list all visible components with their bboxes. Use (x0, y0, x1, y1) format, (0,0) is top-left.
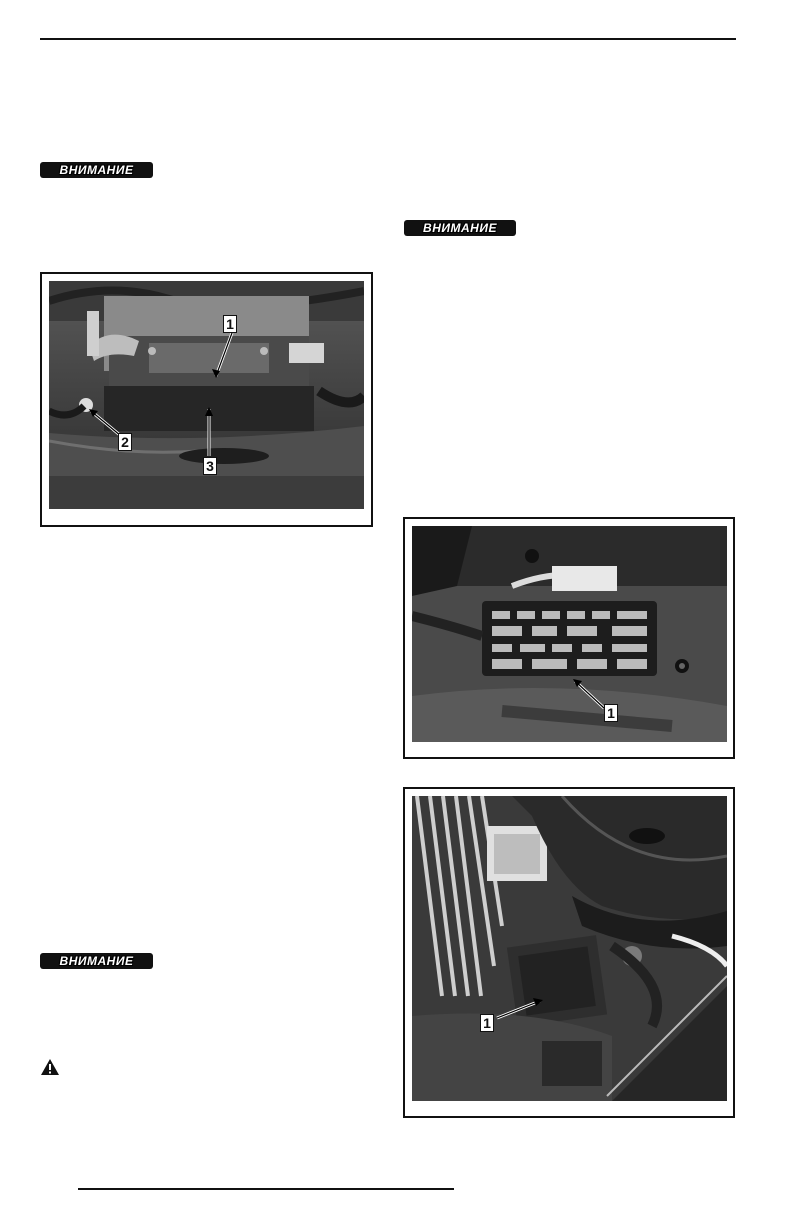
callout-battery-1: 1 (223, 315, 237, 333)
footer-rule (78, 1188, 454, 1190)
warning-badge-2 (404, 220, 516, 236)
fuse-box-leader-line (412, 526, 727, 742)
callout-fuse-box-1: 1 (604, 704, 618, 722)
callout-battery-3: 3 (203, 457, 217, 475)
callout-battery-2: 2 (118, 433, 132, 451)
warning-badge-3 (40, 953, 153, 969)
warning-badge-1 (40, 162, 153, 178)
warning-badge-label: ВНИМАНИЕ (59, 163, 134, 177)
header-rule (40, 38, 736, 40)
callout-module-1: 1 (480, 1014, 494, 1032)
warning-triangle-icon (40, 1058, 60, 1076)
module-leader-line (412, 796, 727, 1101)
warning-badge-label: ВНИМАНИЕ (423, 221, 497, 235)
warning-badge-label: ВНИМАНИЕ (59, 954, 134, 968)
